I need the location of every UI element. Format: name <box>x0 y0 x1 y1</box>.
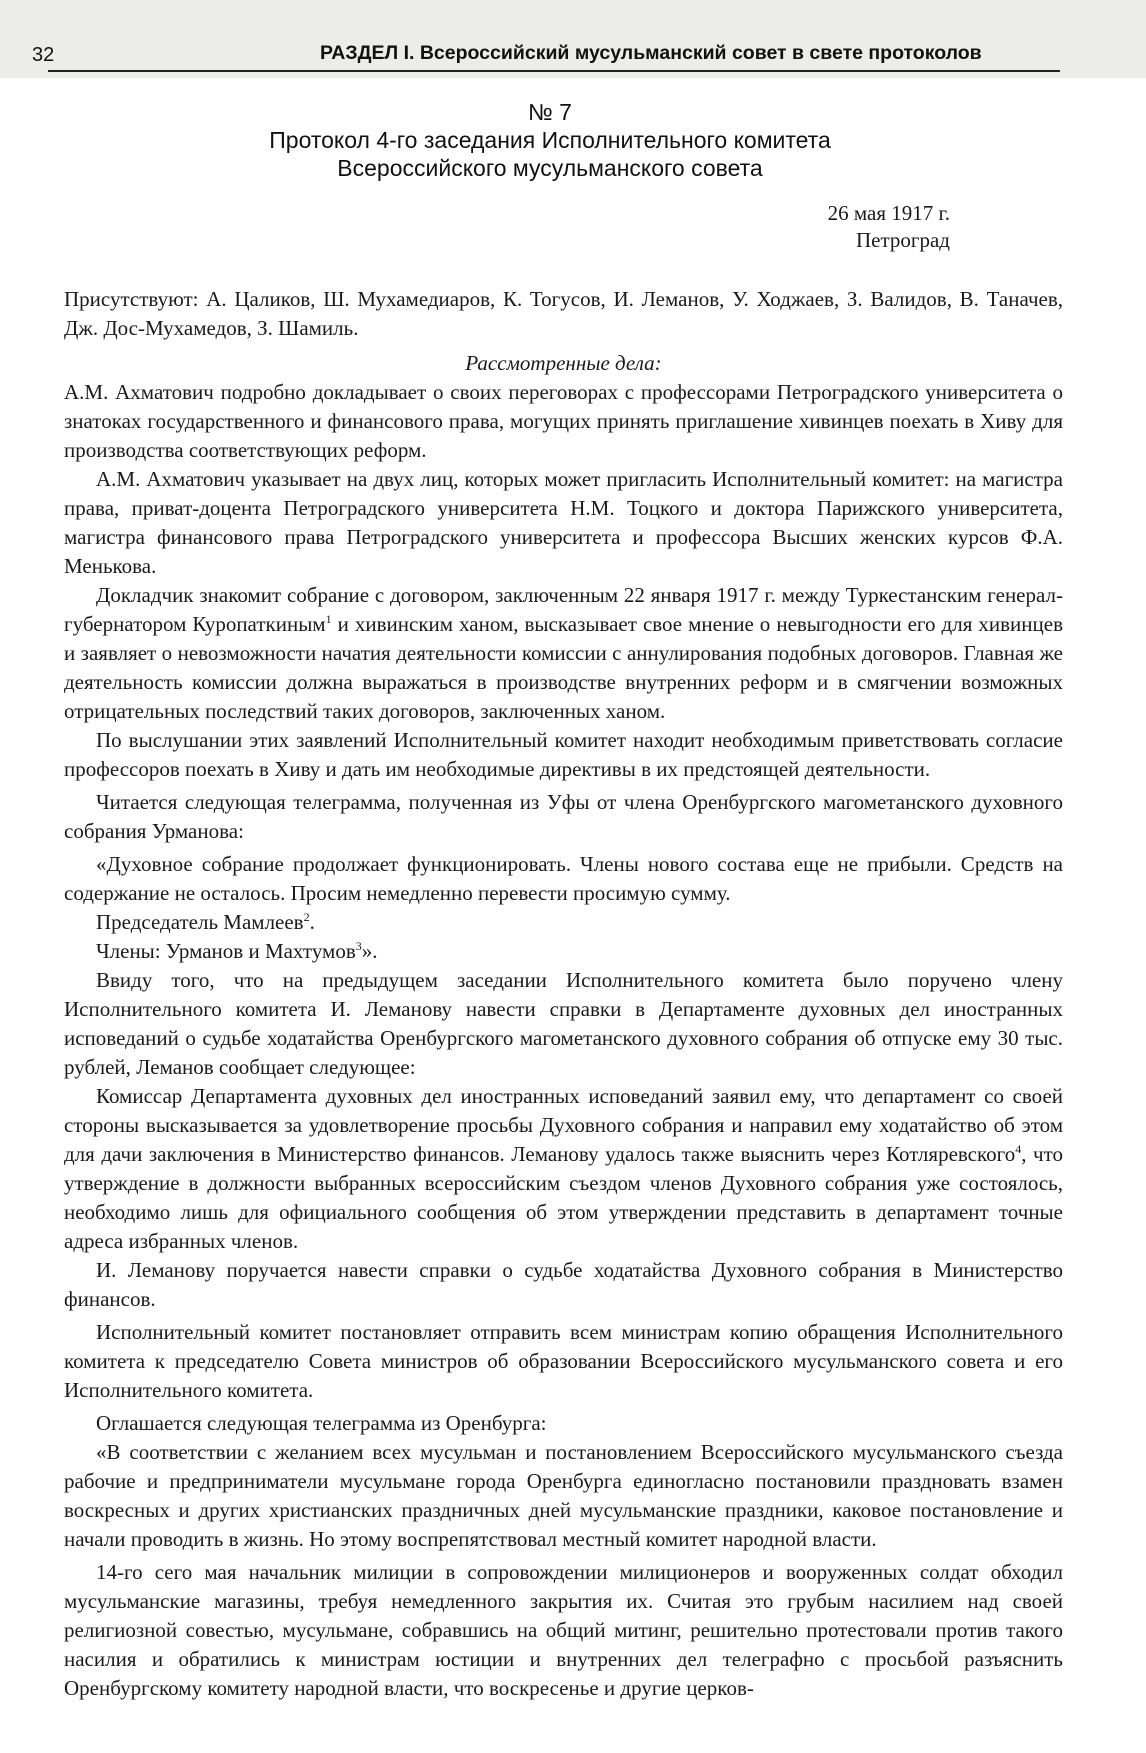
paragraph: Читается следующая телеграмма, полученная из Уфы от члена Оренбургского магометанского духовного собрания Урманова: <box>64 790 1063 843</box>
paragraph <box>64 1082 1063 1256</box>
footnote-ref: 4 <box>1015 1142 1022 1156</box>
paragraph: Оглашается следующая телеграмма из Оренбурга: <box>96 1411 547 1435</box>
paragraph: И. Леманову поручается навести справки о судьбе ходатайства Духовного собрания в Министерство финансов. <box>64 1258 1063 1311</box>
attendees: Присутствуют: А. Цаликов, Ш. Мухамедиаров, К. Тогусов, И. Леманов, У. Ходжаев, З. Валидов, В. Таначев, Дж. Дос-Мухамедов, З. Шамиль. <box>64 287 1063 340</box>
telegram-text: 14-го сего мая начальник милиции в сопровождении милиционеров и вооруженных солдат обходил мусульманские магазины, требуя немедленного закрытия их. Считая это грубым насилием над своей религиозной совестью, мусульмане, собравшись на общий митинг, решительно протестовали против такого насилия и обратились к министрам юстиции и внутренних дел телеграфно с просьбой разъяснить Оренбургскому комитету народной власти, что воскресенье и другие церков- <box>64 1560 1063 1700</box>
paragraph: Ввиду того, что на предыдущем заседании Исполнительного комитета было поручено члену Исполнительного комитета И. Леманову навести справки в Департаменте духовных дел иностранных исповеданий о судьбе ходатайства Оренбургского магометанского духовного собрания об отпуске ему 30 тыс. рублей, Леманов сообщает следующее: <box>64 968 1063 1079</box>
document-number: № 7 <box>528 99 572 125</box>
running-head: РАЗДЕЛ I. Всероссийский мусульманский совет в свете протоколов <box>320 42 982 64</box>
footnote-ref: 1 <box>325 612 332 626</box>
paragraph: А.М. Ахматович указывает на двух лиц, которых может пригласить Исполнительный комитет: на магистра права, приват-доцента Петроградского университета Н.М. Тоцкого и доктора Парижского университета, магистра финансового права Петроградского университета и профессора Высших женских курсов Ф.А. Менькова. <box>64 467 1063 578</box>
section-title: Рассмотренные дела: <box>465 351 662 375</box>
paragraph-text: Докладчик знакомит собрание с договором, заключенным 22 января 1917 г. между Туркестанским генерал-губернатором Куропаткиным <box>64 583 1063 636</box>
page-number: 32 <box>32 44 55 66</box>
header-rule <box>48 70 1060 72</box>
date-place-block <box>828 200 950 254</box>
signature-text: ». <box>361 939 378 963</box>
paragraph <box>64 581 1063 726</box>
paragraph-text: и хивинским ханом, высказывает свое мнение о невыгодности его для хивинцев и заявляет о невозможности начатия деятельности комиссии с аннулирования подобных договоров. Главная же деятельность комиссии должна выражаться в производстве внутренних реформ и в смягчении возможных отрицательных последствий таких договоров, заключенных ханом. <box>64 612 1063 723</box>
document-place: Петроград <box>855 228 950 252</box>
signature-text: Председатель Мамлеев <box>96 910 304 934</box>
footnote-ref: 2 <box>303 910 310 924</box>
signature-text: Члены: Урманов и Махтумов <box>96 939 356 963</box>
document-date: 26 мая 1917 г. <box>827 201 950 225</box>
telegram-signature <box>64 937 1063 966</box>
paragraph-text: , что утверждение в должности выбранных всероссийским съездом членов Духовного собрания уже состоялось, необходимо лишь для официального сообщения об этом утверждении представить в департамент точные адреса избранных членов. <box>64 1142 1063 1253</box>
telegram-signature <box>64 908 1063 937</box>
signature-text: . <box>309 910 315 934</box>
document-title-line2: Всероссийского мусульманского совета <box>337 155 763 181</box>
telegram-text: «В соответствии с желанием всех мусульман и постановлением Всероссийского мусульманского съезда рабочие и предприниматели мусульмане города Оренбурга единогласно постановили праздновать взамен воскресных и других христианских праздничных дней мусульманские праздники, каковое постановление и начали проводить в жизнь. Но этому воспрепятствовал местный комитет народной власти. <box>64 1440 1063 1551</box>
paragraph: По выслушании этих заявлений Исполнительный комитет находит необходимым приветствовать согласие профессоров поехать в Хиву и дать им необходимые директивы в их предстоящей деятельности. <box>64 728 1063 781</box>
footnote-ref: 3 <box>355 939 362 953</box>
paragraph: Исполнительный комитет постановляет отправить всем министрам копию обращения Исполнительного комитета к председателю Совета министров об образовании Всероссийского мусульманского совета и его Исполнительного комитета. <box>64 1320 1063 1402</box>
telegram-text: «Духовное собрание продолжает функционировать. Члены нового состава еще не прибыли. Средств на содержание не осталось. Просим немедленно перевести просимую сумму. <box>64 852 1063 905</box>
document-title-line1: Протокол 4-го заседания Исполнительного комитета <box>269 127 831 153</box>
protocol-body <box>64 285 1063 1703</box>
paragraph: А.М. Ахматович подробно докладывает о своих переговорах с профессорами Петроградского университета о знатоках государственного и финансового права, могущих принять приглашение хивинцев поехать в Хиву для производства соответствующих реформ. <box>64 380 1063 462</box>
adjacent-page-bleed <box>0 0 1146 78</box>
paragraph-text: Комиссар Департамента духовных дел иностранных исповеданий заявил ему, что департамент со своей стороны высказывается за удовлетворение просьбы Духовного собрания и направил ему ходатайство об этом для дачи заключения в Министерство финансов. Леманову удалось также выяснить через Котляревского <box>64 1084 1063 1166</box>
